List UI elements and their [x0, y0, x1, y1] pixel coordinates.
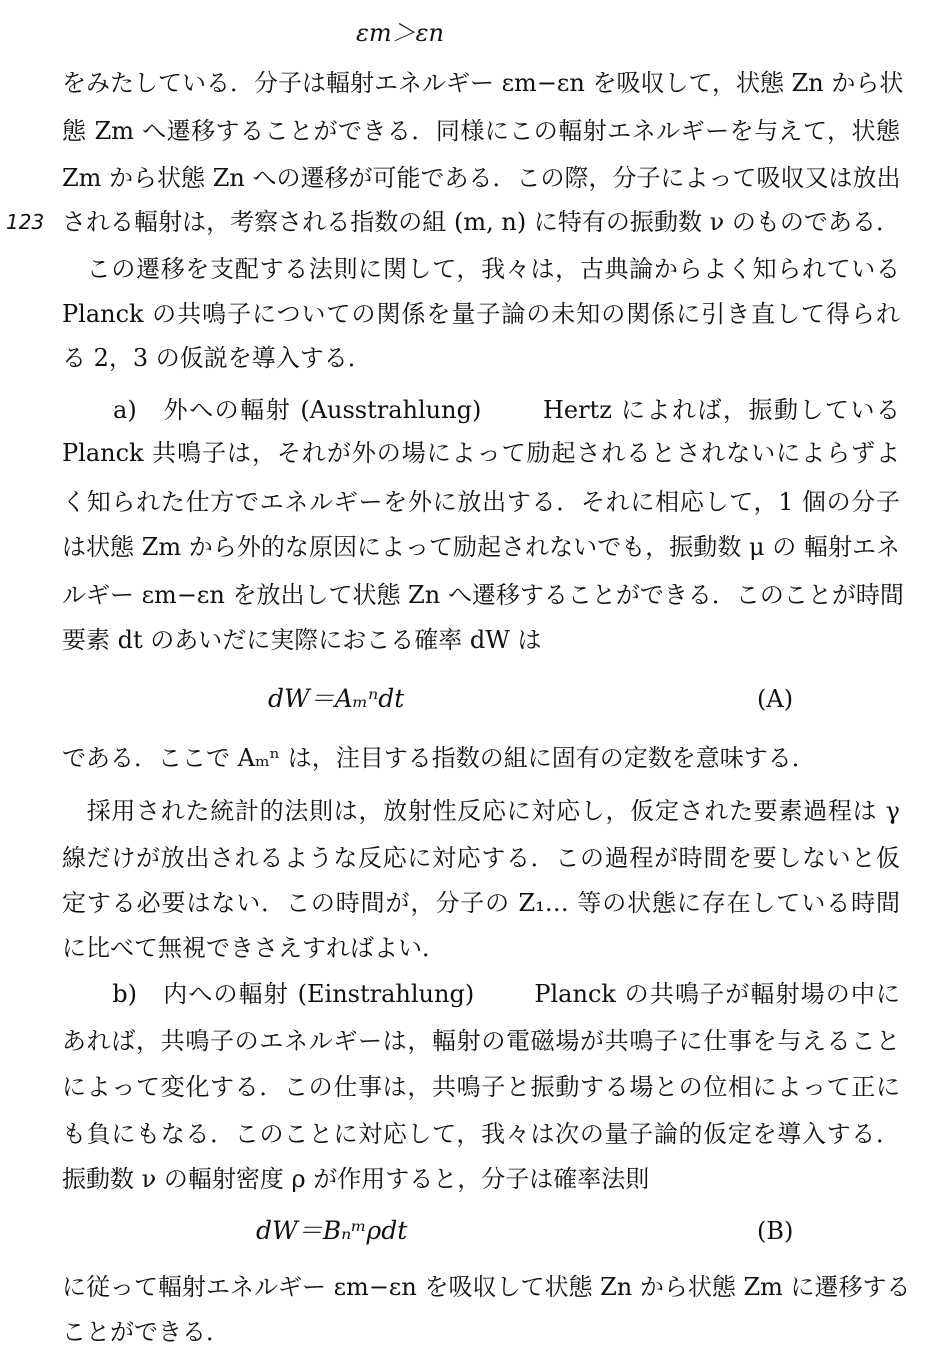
text-line: に従って輻射エネルギー εm−εn を吸収して状態 Zn から状態 Zm に遷移する [62, 1273, 911, 1301]
text-line: される輻射は，考察される指数の組 (m, n) に特有の振動数 ν のものである． [62, 208, 900, 236]
margin-page-number: 123 [6, 210, 45, 234]
text-line: ルギー εm−εn を放出して状態 Zn へ遷移することができる．このことが時間 [62, 581, 904, 609]
text-line: く知られた仕方でエネルギーを外に放出する．それに相応して，1 個の分子 [62, 488, 900, 516]
text-line: 要素 dt のあいだに実際におこる確率 dW は [62, 626, 542, 654]
text-line: も負にもなる．このことに対応して，我々は次の量子論的仮定を導入する． [62, 1120, 900, 1148]
text-line: である．ここで Aₘⁿ は，注目する指数の組に固有の定数を意味する． [62, 744, 816, 772]
equation-b-label: (B) [757, 1217, 794, 1245]
text-line: Zm から状態 Zn への遷移が可能である．この際，分子によって吸収又は放出 [62, 164, 901, 192]
equation-b: dW＝Bₙᵐρdt [256, 1216, 408, 1245]
section-a-heading-line: a) 外への輻射 (Ausstrahlung) Hertz によれば，振動している [62, 396, 900, 424]
top-formula: εm＞εn [356, 19, 444, 47]
text-line: 線だけが放出されるような反応に対応する．この過程が時間を要しないと仮 [62, 844, 900, 872]
text-line: 振動数 ν の輻射密度 ρ が作用すると，分子は確率法則 [62, 1165, 650, 1193]
equation-a-label: (A) [757, 685, 794, 713]
text-line: Planck 共鳴子は，それが外の場によって励起されるとされないによらずよ [62, 439, 900, 467]
text-line: に比べて無視できさえすればよい． [62, 934, 446, 962]
text-line: この遷移を支配する法則に関して，我々は，古典論からよく知られている [62, 255, 900, 283]
text-line: 採用された統計的法則は，放射性反応に対応し，仮定された要素過程は γ [62, 797, 900, 825]
text-line: あれば，共鳴子のエネルギーは，輻射の電磁場が共鳴子に仕事を与えること [62, 1027, 900, 1055]
text-line: によって変化する．この仕事は，共鳴子と振動する場との位相によって正に [62, 1073, 900, 1101]
text-line: ことができる． [62, 1318, 230, 1346]
equation-a: dW＝Aₘⁿdt [268, 684, 405, 713]
text-line: 態 Zm へ遷移することができる．同様にこの輻射エネルギーを与えて，状態 [62, 117, 900, 145]
text-line: をみたしている．分子は輻射エネルギー εm−εn を吸収して，状態 Zn から状 [62, 69, 904, 97]
text-line: Planck の共鳴子についての関係を量子論の未知の関係に引き直して得られ [62, 300, 900, 328]
text-line: は状態 Zm から外的な原因によって励起されないでも，振動数 μ の 輻射エネ [62, 533, 900, 561]
section-b-heading-line: b) 内への輻射 (Einstrahlung) Planck の共鳴子が輻射場の中に [62, 980, 900, 1008]
text-line: 定する必要はない．この時間が，分子の Z₁… 等の状態に存在している時間 [62, 889, 900, 917]
text-line: る 2，3 の仮説を導入する． [62, 344, 372, 372]
